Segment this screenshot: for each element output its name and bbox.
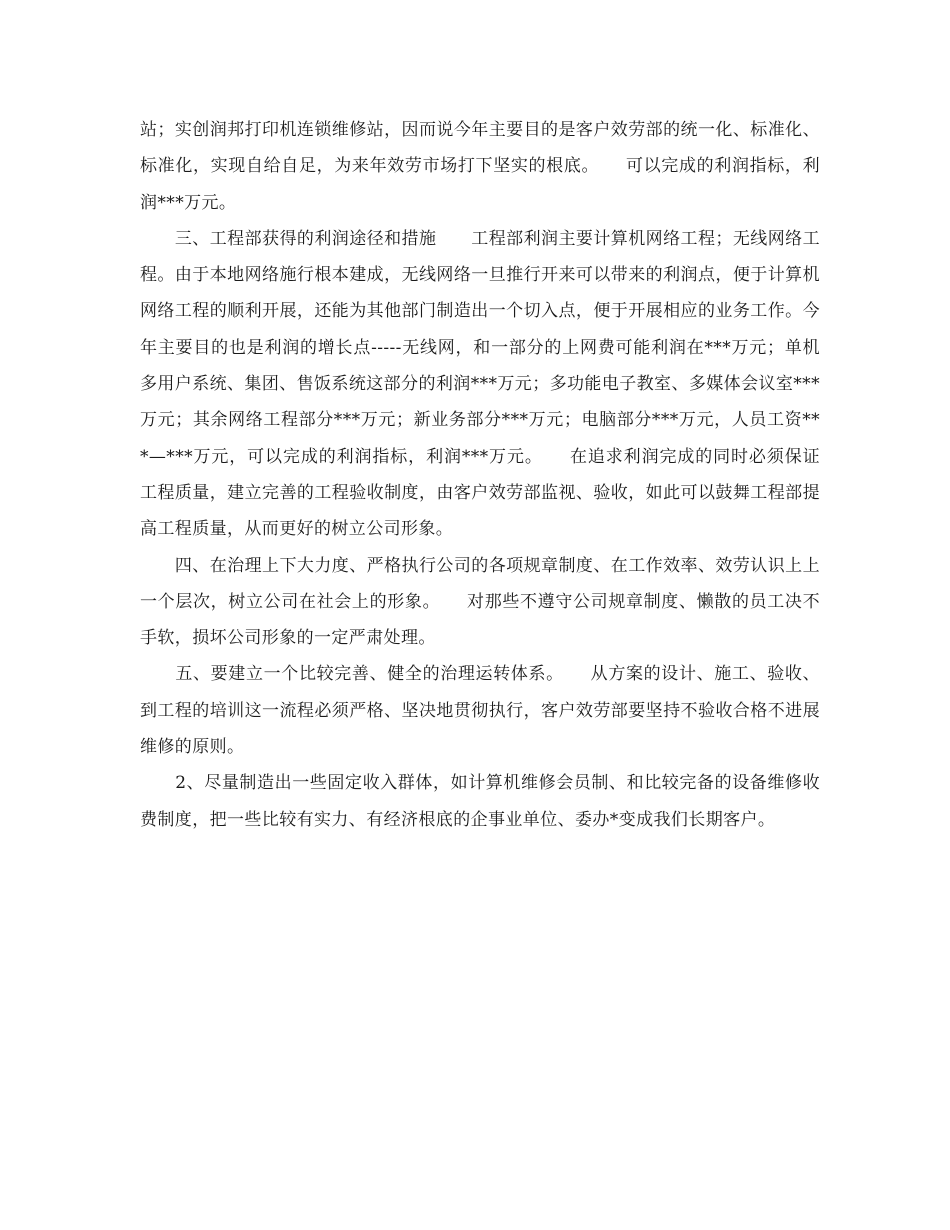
paragraph-section-three: 三、工程部获得的利润途径和措施 工程部利润主要计算机网络工程；无线网络工程。由于本地网络施行根本建成，无线网络一旦推行开来可以带来的利润点，便于计算机网络工程的顺利开展，还能为其他部门制造出一个切入点，便于开展相应的业务工作。今年主要目的也是利润的增长点-----无线网，和一部分的上网费可能利润在***万元；单机多用户系统、集团、售饭系统这部分的利润***万元；多功能电子教室、多媒体会议室***万元；其余网络工程部分***万元；新业务部分***万元；电脑部分***万元，人员工资***—***万元，可以完成的利润指标，利润***万元。 在追求利润完成的同时必须保证工程质量，建立完善的工程验收制度，由客户效劳部监视、验收，如此可以鼓舞工程部提高工程质量，从而更好的树立公司形象。 — [140, 228, 820, 540]
paragraph-item-two: 2、尽量制造出一些固定收入群体，如计算机维修会员制、和比较完备的设备维修收费制度，把一些比较有实力、有经济根底的企事业单位、委办*变成我们长期客户。 — [140, 773, 820, 830]
paragraph-section-five: 五、要建立一个比较完善、健全的治理运转体系。 从方案的设计、施工、验收、到工程的培训这一流程必须严格、坚决地贯彻执行，客户效劳部要坚持不验收合格不进展维修的原则。 — [140, 664, 820, 758]
paragraph-continuation: 站；实创润邦打印机连锁维修站，因而说今年主要目的是客户效劳部的统一化、标准化、标准化，实现自给自足，为来年效劳市场打下坚实的根底。 可以完成的利润指标，利润***万元。 — [140, 120, 820, 213]
paragraph-section-four: 四、在治理上下大力度、严格执行公司的各项规章制度、在工作效率、效劳认识上上一个层次，树立公司在社会上的形象。 对那些不遵守公司规章制度、懒散的员工决不手软，损坏公司形象的一定严肃处理。 — [140, 555, 820, 649]
document-body — [140, 112, 820, 838]
